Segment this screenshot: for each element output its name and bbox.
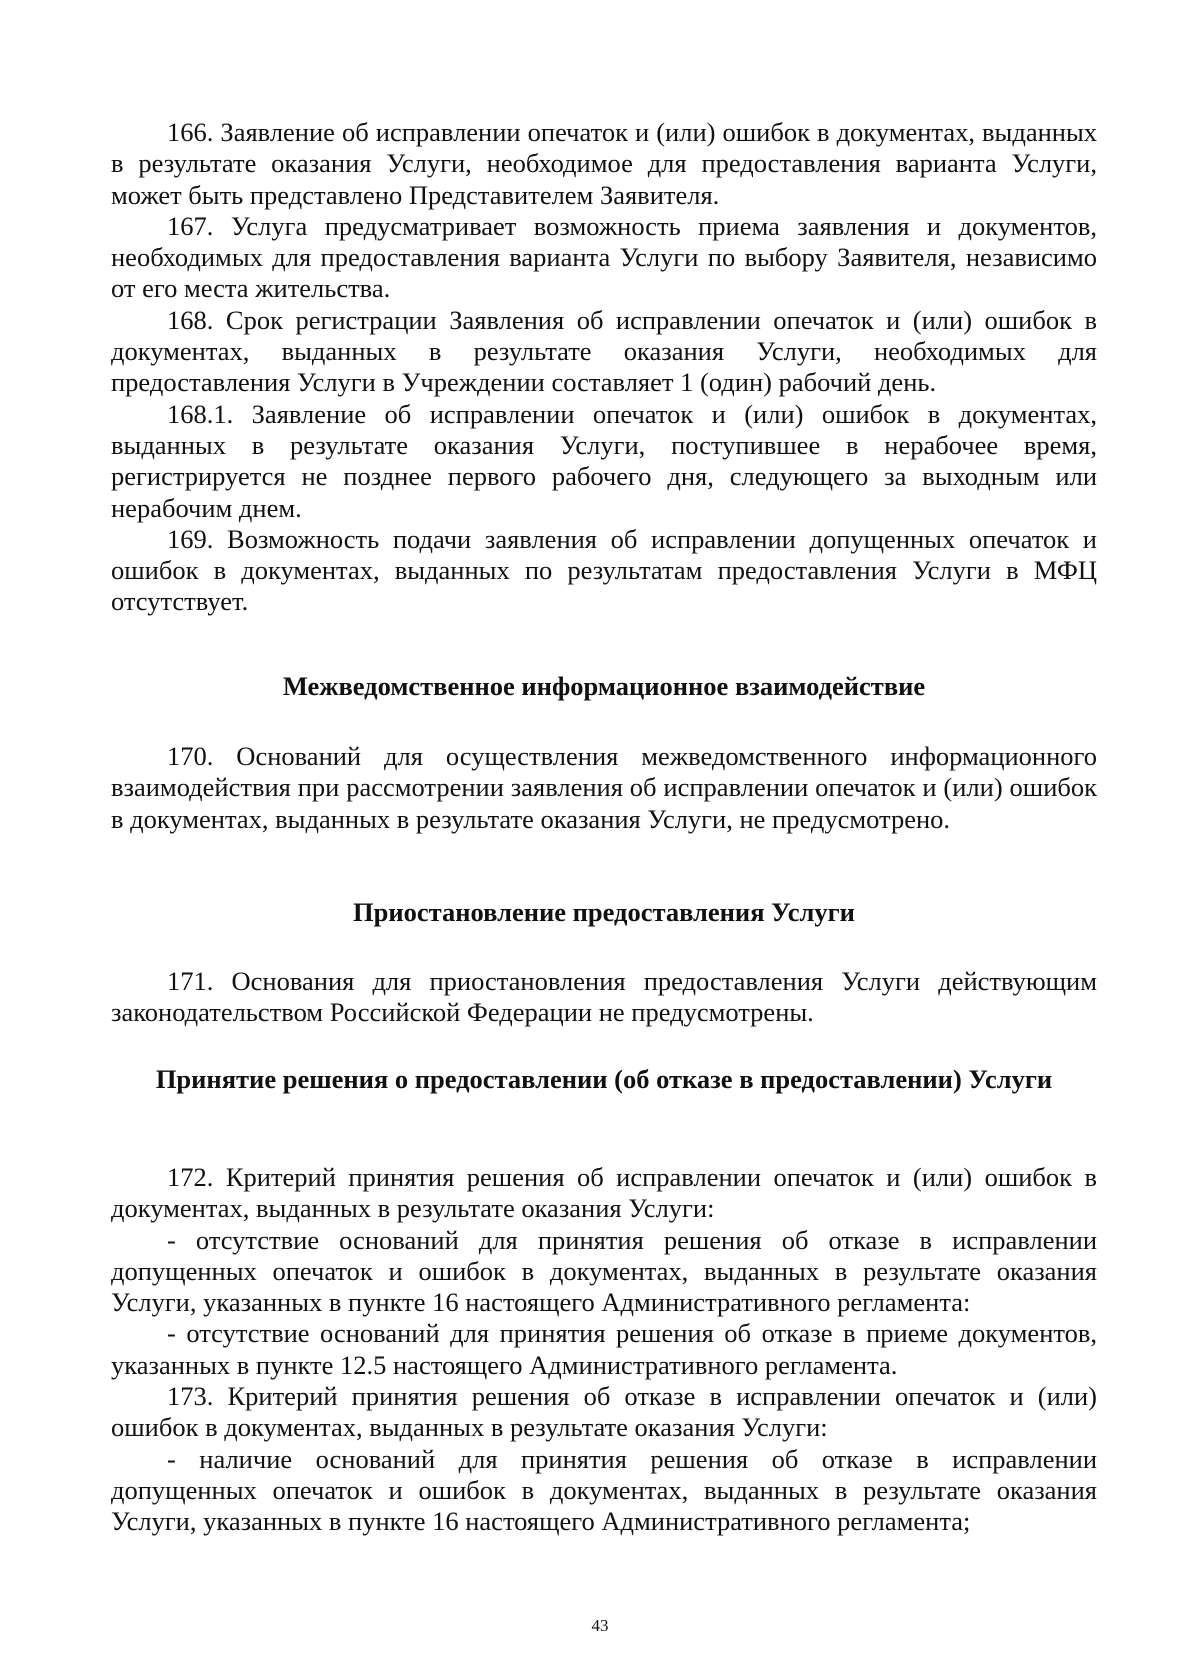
heading-text: Принятие решения о предоставлении (об отказе в предоставлении) Услуги: [155, 1064, 1053, 1094]
section-heading-decision: [111, 1064, 1097, 1095]
paragraph-172: 172. Критерий принятия решения об исправлении опечаток и (или) ошибок в документах, выданных в результате оказания Услуги:: [111, 1162, 1097, 1224]
heading-text: Приостановление предоставления Услуги: [353, 897, 855, 927]
paragraph-170: 170. Оснований для осуществления межведомственного информационного взаимодействия при рассмотрении заявления об исправлении опечаток и (или) ошибок в документах, выданных в результате оказания Услуги, не предусмотрено.: [111, 741, 1097, 834]
paragraph-168: 168. Срок регистрации Заявления об исправлении опечаток и (или) ошибок в документах, выданных в результате оказания Услуги, необходимых для предоставления Услуги в Учреждении составляет 1 (один) рабочий день.: [111, 304, 1097, 398]
section-heading-interagency: [111, 671, 1097, 702]
paragraph-166: 166. Заявление об исправлении опечаток и (или) ошибок в документах, выданных в результате оказания Услуги, необходимое для предоставления варианта Услуги, может быть представлено Представителем Заявителя.: [111, 117, 1097, 210]
list-item-172-2: - отсутствие оснований для принятия решения об отказе в приеме документов, указанных в пункте 12.5 настоящего Административного регламента.: [111, 1318, 1097, 1380]
paragraphs-block-1: [111, 117, 1097, 618]
paragraphs-block-2: [111, 741, 1097, 835]
paragraph-168-1: 168.1. Заявление об исправлении опечаток и (или) ошибок в документах, выданных в результате оказания Услуги, поступившее в нерабочее время, регистрируется не позднее первого рабочего дня, следующего за выходным или нерабочим днем.: [111, 398, 1097, 523]
heading-text: Межведомственное информационное взаимодействие: [282, 671, 926, 701]
page-number: 43: [591, 1616, 609, 1635]
paragraph-167: 167. Услуга предусматривает возможность приема заявления и документов, необходимых для предоставления варианта Услуги по выбору Заявителя, независимо от его места жительства.: [111, 210, 1097, 304]
paragraphs-block-4: [111, 1162, 1097, 1538]
paragraphs-block-3: [111, 966, 1097, 1029]
paragraph-173: 173. Критерий принятия решения об отказе в исправлении опечаток и (или) ошибок в документах, выданных в результате оказания Услуги:: [111, 1381, 1097, 1443]
paragraph-171: 171. Основания для приостановления предоставления Услуги действующим законодательством Российской Федерации не предусмотрены.: [111, 966, 1097, 1028]
section-heading-suspension: [111, 897, 1097, 928]
list-item-172-1: - отсутствие оснований для принятия решения об отказе в исправлении допущенных опечаток и ошибок в документах, выданных в результате оказания Услуги, указанных в пункте 16 настоящего Административного регламента:: [111, 1224, 1097, 1318]
paragraph-169: 169. Возможность подачи заявления об исправлении допущенных опечаток и ошибок в документах, выданных по результатам предоставления Услуги в МФЦ отсутствует.: [111, 523, 1097, 617]
list-item-173-1: - наличие оснований для принятия решения об отказе в исправлении допущенных опечаток и ошибок в документах, выданных в результате оказания Услуги, указанных в пункте 16 настоящего Административного регламента;: [111, 1443, 1097, 1537]
